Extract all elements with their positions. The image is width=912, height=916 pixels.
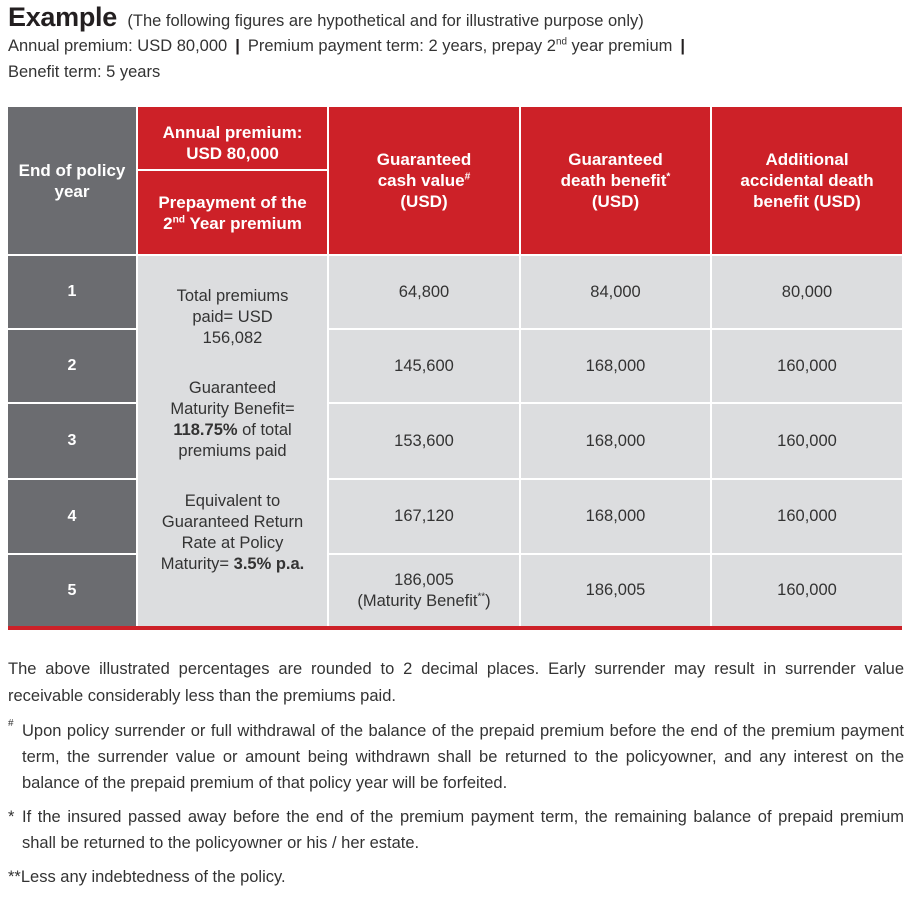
table-bottom-rule <box>8 626 902 630</box>
gdb-mark: * <box>666 171 671 183</box>
header-guaranteed-death-benefit <box>521 107 710 254</box>
return-rate-value: 3.5% p.a. <box>233 555 305 573</box>
cash-value-cell-3: 153,600 <box>329 404 519 478</box>
separator: | <box>680 37 686 55</box>
page-title: Example <box>8 2 117 32</box>
accidental-cell-1: 80,000 <box>712 256 902 328</box>
year-cell-5: 5 <box>8 555 136 626</box>
gcv-mark: # <box>464 171 471 183</box>
gmb-line: Guaranteed Maturity Benefit= <box>170 379 295 418</box>
benefit-term-info: Benefit term: 5 years <box>8 63 161 81</box>
gdb-unit: (USD) <box>591 192 640 211</box>
rounding-note: The above illustrated percentages are rounded to 2 decimal places. Early surrender may result in surrender value receivable considerably less than the premiums paid. <box>8 660 904 705</box>
payment-term-info <box>248 37 673 55</box>
payment-term-sup: nd <box>555 36 567 48</box>
death-benefit-cell-5: 186,005 <box>521 555 710 626</box>
payment-term-text: Premium payment term: 2 years, prepay 2 <box>247 37 556 55</box>
accidental-cell-4: 160,000 <box>712 480 902 553</box>
accidental-cell-3: 160,000 <box>712 404 902 478</box>
prepayment-text: Prepayment of the 2 <box>158 192 307 233</box>
payment-term-tail: year premium <box>566 37 673 55</box>
return-rate-text <box>138 462 327 575</box>
death-benefit-cell-2: 168,000 <box>521 330 710 402</box>
header-annual-premium: Annual premium: USD 80,000 <box>138 107 327 169</box>
maturity-note-mark: ** <box>477 591 486 602</box>
year-cell-1: 1 <box>8 256 136 328</box>
year-cell-3: 3 <box>8 404 136 478</box>
year-cell-4: 4 <box>8 480 136 553</box>
total-premiums-text: Total premiums paid= USD 156,082 <box>176 287 289 347</box>
guaranteed-maturity-benefit <box>138 349 327 462</box>
maturity-note-text: (Maturity Benefit <box>357 591 478 610</box>
footnote-asterisk-text: If the insured passed away before the end of the premium payment term, the remaining balance of prepaid premium shall be returned to the policyowner or his / her estate. <box>22 808 904 852</box>
title-line <box>8 2 908 33</box>
footnote-asterisk-mark: * <box>8 808 15 826</box>
cash-value-cell-5 <box>329 555 519 626</box>
illustration-table <box>8 107 902 630</box>
premium-summary-cell <box>138 256 327 626</box>
footnote-hash: # Upon policy surrender or full withdrawal of the balance of the prepaid premium before the end of the premium payment term, the surrender value or amount being withdrawn shall be returned to the policyowner, and any interest on the balance of the prepaid premium of that policy year will be forfeited. <box>8 718 904 792</box>
header-additional-accidental-death-benefit: Additional accidental death benefit (USD) <box>712 107 902 254</box>
gmb-rest: of total premiums paid <box>178 421 292 460</box>
accidental-cell-5: 160,000 <box>712 555 902 626</box>
cash-value-cell-4: 167,120 <box>329 480 519 553</box>
cash-value-cell-2: 145,600 <box>329 330 519 402</box>
death-benefit-cell-3: 168,000 <box>521 404 710 478</box>
year-cell-2: 2 <box>8 330 136 402</box>
maturity-note-close: ) <box>485 591 491 610</box>
info-line-1 <box>8 33 908 59</box>
prepayment-sup: nd <box>172 213 186 225</box>
footnote-hash-text: Upon policy surrender or full withdrawal of the balance of the prepaid premium before the end of the premium payment term, the surrender value or amount being withdrawn shall be returned to the policyowner, and any interest on the balance of the prepaid premium of that policy year will be forfeited. <box>22 722 904 792</box>
gcv-unit: (USD) <box>400 192 448 211</box>
separator: | <box>235 37 240 55</box>
maturity-benefit-note <box>357 591 490 612</box>
annual-premium-info: Annual premium: USD 80,000 <box>8 37 228 55</box>
example-header <box>8 2 908 85</box>
footnote-asterisk <box>8 804 904 856</box>
notes-section <box>8 656 904 890</box>
gmb-percentage: 118.75% <box>173 421 238 439</box>
cash-value-5: 186,005 <box>394 570 454 589</box>
gcv-text: Guaranteed cash value <box>376 150 472 190</box>
header-end-of-policy-year: End of policy year <box>8 107 136 254</box>
page-subtitle: (The following figures are hypothetical and for illustrative purpose only) <box>127 12 644 30</box>
prepayment-tail: Year premium <box>185 213 302 233</box>
footnote-double-asterisk: **Less any indebtedness of the policy. <box>8 868 286 886</box>
cash-value-cell-1: 64,800 <box>329 256 519 328</box>
header-prepayment <box>138 171 327 254</box>
accidental-cell-2: 160,000 <box>712 330 902 402</box>
header-guaranteed-cash-value <box>329 107 519 254</box>
death-benefit-cell-4: 168,000 <box>521 480 710 553</box>
return-rate-label: Equivalent to Guaranteed Return Rate at Policy Maturity= <box>160 492 304 573</box>
gdb-text: Guaranteed death benefit <box>560 150 667 190</box>
death-benefit-cell-1: 84,000 <box>521 256 710 328</box>
